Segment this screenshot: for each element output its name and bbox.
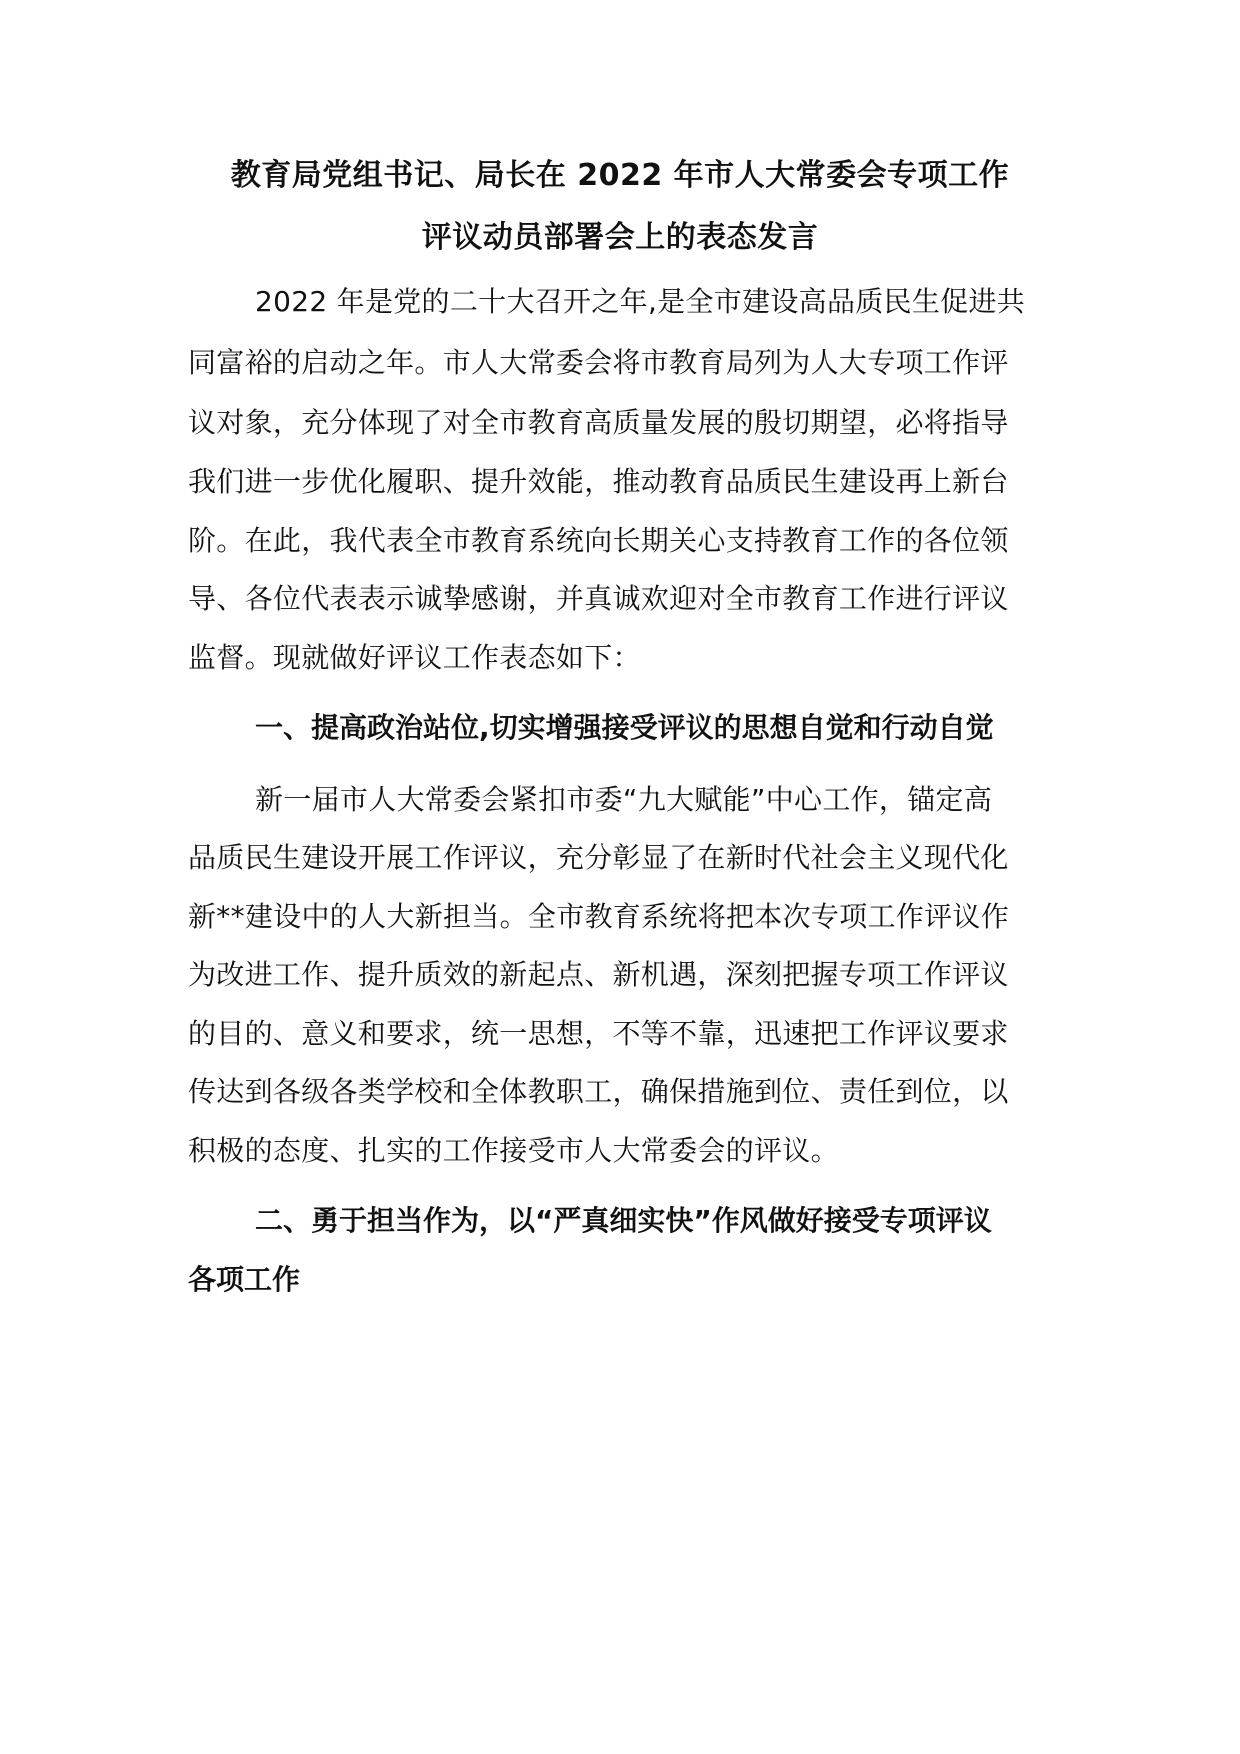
paragraph-1-line: 同富裕的启动之年。市人大常委会将市教育局列为人大专项工作评 — [188, 346, 1009, 379]
paragraph-1-line: 监督。现就做好评议工作表态如下： — [188, 641, 641, 674]
paragraph-1-line: 2022 年是党的二十大召开之年,是全市建设高品质民生促进共 — [255, 285, 1026, 318]
document-title-line-2: 评议动员部署会上的表态发言 — [421, 220, 819, 255]
paragraph-2-line: 为改进工作、提升质效的新起点、新机遇，深刻把握专项工作评议 — [188, 958, 1009, 991]
paragraph-2-line: 新一届市人大常委会紧扣市委“九大赋能”中心工作，锚定高 — [255, 783, 993, 816]
paragraph-2-line: 品质民生建设开展工作评议，充分彰显了在新时代社会主义现代化 — [188, 841, 1009, 874]
section-heading-2-line-2: 各项工作 — [188, 1263, 301, 1296]
paragraph-2-line: 新**建设中的人大新担当。全市教育系统将把本次专项工作评议作 — [188, 900, 1010, 933]
paragraph-1-line: 阶。在此，我代表全市教育系统向长期关心支持教育工作的各位领 — [188, 524, 1009, 557]
document-title-line-1: 教育局党组书记、局长在 2022 年市人大常委会专项工作 — [230, 158, 1010, 193]
paragraph-1-line: 议对象，充分体现了对全市教育高质量发展的殷切期望，必将指导 — [188, 406, 1009, 439]
paragraph-1-line: 我们进一步优化履职、提升效能，推动教育品质民生建设再上新台 — [188, 465, 1009, 498]
paragraph-2-line: 积极的态度、扎实的工作接受市人大常委会的评议。 — [188, 1134, 839, 1167]
section-heading-2-line-1: 二、勇于担当作为，以“严真细实快”作风做好接受专项评议 — [255, 1204, 992, 1237]
paragraph-2-line: 传达到各级各类学校和全体教职工，确保措施到位、责任到位，以 — [188, 1075, 1009, 1108]
paragraph-2-line: 的目的、意义和要求，统一思想，不等不靠，迅速把工作评议要求 — [188, 1017, 1009, 1050]
paragraph-1-line: 导、各位代表表示诚挚感谢，并真诚欢迎对全市教育工作进行评议 — [188, 582, 1009, 615]
section-heading-1: 一、提高政治站位,切实增强接受评议的思想自觉和行动自觉 — [255, 711, 994, 744]
